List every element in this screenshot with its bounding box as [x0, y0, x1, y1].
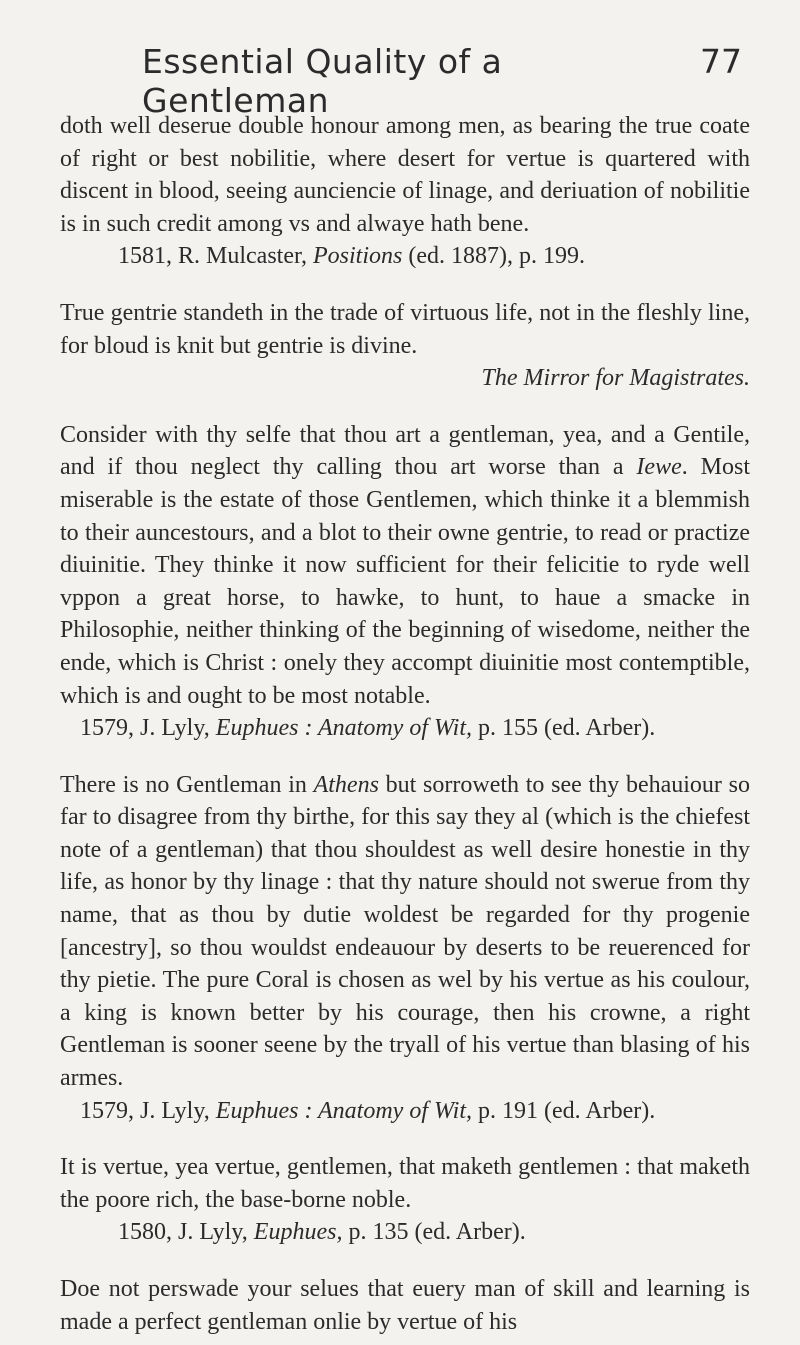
- citation-prefix: 1579, J. Lyly,: [80, 1097, 216, 1124]
- quote-citation: [60, 1095, 750, 1128]
- quote-block: [60, 297, 750, 395]
- page-body: [60, 110, 750, 1338]
- quote-block: [60, 110, 750, 273]
- page-number: 77: [700, 42, 742, 81]
- citation-title: Positions: [313, 243, 403, 270]
- quote-italic-word: Iewe: [636, 454, 682, 481]
- quote-block: [60, 1151, 750, 1249]
- quote-citation: [60, 712, 750, 745]
- quote-text: Doe not perswade your selues that euery man of skill and learning is made a perfect gentleman onlie by vertue of his: [60, 1276, 750, 1335]
- quote-citation: [60, 240, 750, 273]
- quote-block: [60, 769, 750, 1128]
- running-title: Essential Quality of a Gentleman: [142, 42, 503, 120]
- citation-suffix: p. 191 (ed. Arber).: [472, 1097, 656, 1124]
- quote-text-part: but sorroweth to see thy behauiour so far to disagree from thy birthe, for this say they al (which is the chiefest note of a gentleman) that thou shouldest as well desire honestie in thy life, as honor by thy linage : that thy nature should not swerue from thy name, that as thou by dutie woldest be regarded for thy progenie [ancestry], so thou wouldst endeauour by deserts to be reuerenced for thy pietie. The pure Coral is chosen as wel by his vertue as his coulour, a king is known better by his courage, then his crowne, a right Gentleman is sooner seene by the tryall of his vertue than blasing of his armes.: [60, 771, 750, 1092]
- citation-title: The Mirror for Magistrates.: [481, 365, 750, 392]
- quote-text: True gentrie standeth in the trade of virtuous life, not in the fleshly line, for bloud is knit but gentrie is divine.: [60, 299, 750, 359]
- quote-block: [60, 1273, 750, 1338]
- citation-prefix: 1580, J. Lyly,: [118, 1219, 254, 1246]
- citation-prefix: 1579, J. Lyly,: [80, 715, 216, 742]
- citation-suffix: (ed. 1887), p. 199.: [402, 243, 585, 270]
- quote-text: [60, 419, 750, 712]
- quote-citation: [60, 1216, 750, 1249]
- citation-title: Euphues : Anatomy of Wit,: [215, 1097, 472, 1124]
- quote-block: [60, 419, 750, 745]
- quote-text: [60, 769, 750, 1095]
- quote-italic-word: Athens: [313, 771, 379, 798]
- quote-text-part: Consider with thy selfe that thou art a gentleman, yea, and a Gentile, and if thou neglect thy calling thou art worse than a: [60, 421, 750, 481]
- citation-suffix: p. 155 (ed. Arber).: [472, 715, 656, 742]
- citation-title: Euphues,: [253, 1219, 343, 1246]
- citation-prefix: 1581, R. Mulcaster,: [118, 243, 314, 270]
- quote-text: It is vertue, yea vertue, gentlemen, that maketh gentlemen : that maketh the poore rich, the base-borne noble.: [60, 1154, 750, 1213]
- quote-text-part: There is no Gentleman in: [60, 771, 314, 798]
- quote-text-part: . Most miserable is the estate of those Gentlemen, which thinke it a blemmish to their auncestours, and a blot to their owne gentrie, to read or practize diuinitie. They thinke it now sufficient for their felicitie to ryde well vppon a great horse, to hawke, to hunt, to haue a smacke in Philosophie, neither thinking of the beginning of wisedome, neither the ende, which is Christ : onely they accompt diuinitie most contemptible, which is and ought to be most notable.: [60, 454, 750, 709]
- quote-text: doth well deserue double honour among men, as bearing the true coate of right or best nobilitie, where desert for vertue is quartered with discent in blood, seeing aunciencie of linage, and deriuation of nobilitie is in such credit among vs and alwaye hath bene.: [60, 113, 750, 237]
- citation-suffix: p. 135 (ed. Arber).: [342, 1219, 526, 1246]
- citation-title: Euphues : Anatomy of Wit,: [215, 715, 472, 742]
